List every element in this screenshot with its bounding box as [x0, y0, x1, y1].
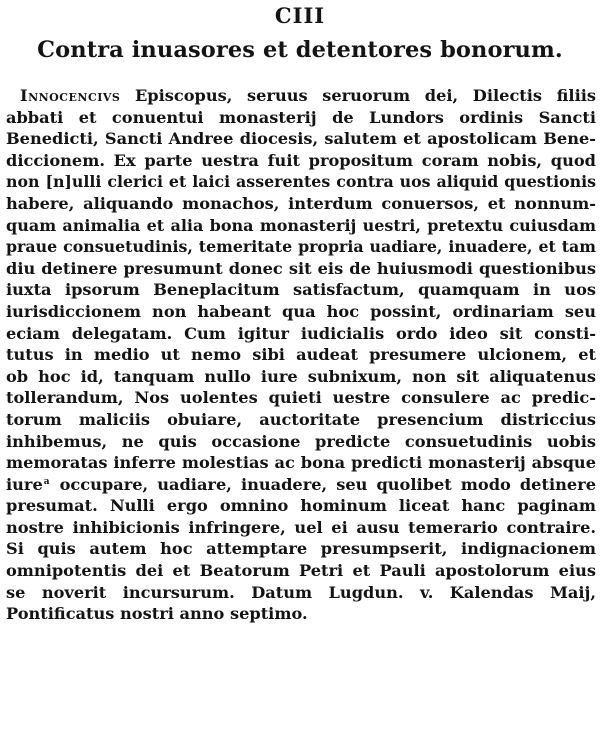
body-line: quam animalia et alia bona monasterij uestri, pretextu cuiusdam: [6, 215, 596, 235]
body-line: Si quis autem hoc attemptare presumpserit, indignacionem: [6, 539, 596, 559]
body-line: habere, aliquando monachos, interdum conuersos, et nonnum-: [6, 193, 596, 213]
body-line: se noverit incursurum. Datum Lugdun. v. Kalendas Maij,: [6, 582, 596, 602]
opening-word: Innocencivs: [20, 86, 121, 105]
body-line: memoratas inferre molestias ac bona predicti monasterij absque: [6, 453, 596, 473]
body-line: tollerandum, Nos uolentes quieti uestre consulere ac predic-: [6, 388, 596, 408]
document-title: Contra inuasores et detentores bonorum.: [37, 37, 563, 63]
body-line: diu detinere presumunt donec sit eis de huiusmodi questionibus: [6, 258, 596, 278]
body-line: tutus in medio ut nemo sibi audeat presumere ulcionem, et: [6, 345, 596, 365]
body-line: inhibemus, ne quis occasione predicte consuetudinis uobis: [6, 431, 596, 451]
body-line: praue consuetudinis, temeritate propria uadiare, inuadere, et tam: [6, 237, 596, 257]
body-line: iure$^a$ occupare, uadiare, inuadere, seu quolibet modo detinere: [6, 474, 596, 494]
body-line: non [n]ulli clerici et laici asserentes contra uos aliquid questionis: [6, 172, 596, 192]
body-line: presumat. Nulli ergo omnino hominum liceat hanc paginam: [6, 496, 596, 516]
body-line: diccionem. Ex parte uestra fuit propositum coram nobis, quod: [6, 150, 596, 170]
body-line: Benedicti, Sancti Andree diocesis, salutem et apostolicam Bene-: [6, 129, 596, 149]
body-line: Innocencivs Episcopus, seruus seruorum dei, Dilectis filiis: [20, 86, 596, 105]
body-line: iurisdiccionem non habeant qua hoc possint, ordinariam seu: [6, 301, 596, 321]
body-line: abbati et conuentui monasterij de Lundors ordinis Sancti: [6, 107, 596, 127]
body-line: eciam delegatam. Cum igitur iudicialis ordo ideo sit consti-: [6, 323, 596, 343]
body-line-last: Pontificatus nostri anno septimo.: [6, 604, 308, 624]
body-line: omnipotentis dei et Beatorum Petri et Pauli apostolorum eius: [6, 561, 596, 581]
body-line: nostre inhibicionis infringere, uel ei ausu temerario contraire.: [6, 517, 596, 537]
body-line: iuxta ipsorum Beneplacitum satisfactum, quamquam in uos: [6, 280, 596, 300]
document-body: [6, 85, 596, 625]
body-line: ob hoc id, tanquam nullo iure subnixum, non sit aliquatenus: [6, 366, 596, 386]
footnote-marker[interactable]: a: [43, 476, 50, 487]
document-number: CIII: [274, 3, 326, 28]
body-line: torum maliciis obuiare, auctoritate presencium districcius: [6, 409, 596, 429]
